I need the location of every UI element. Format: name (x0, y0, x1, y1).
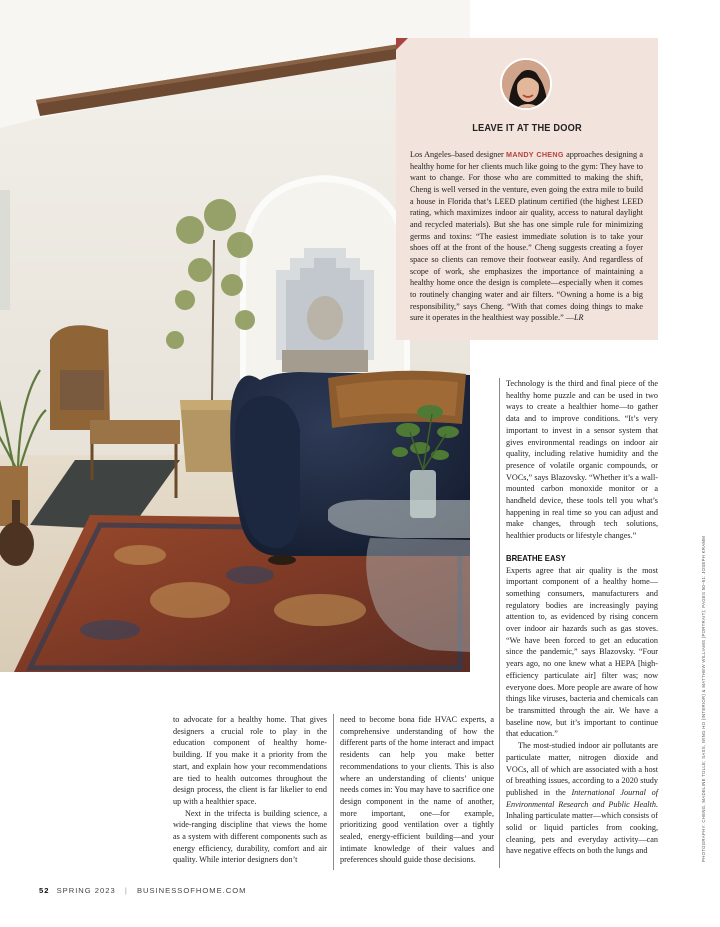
paragraph: The most-studied indoor air pollutants are particulate matter, nitrogen dioxide and VOCs, all of which are associated with a host of breathing issues, according to a 2020 study published in the International Journal of Environmental Research and Public Health. Inhaling particulate matter—which consists of solid or liquid particles from cooking, cleaning, pets and everyday activity—can have negative effects on both the lungs and (506, 741, 658, 856)
issue-label: SPRING 2023 (56, 886, 116, 895)
sidebar-box (396, 38, 658, 340)
column-divider (333, 714, 334, 870)
column-divider (499, 378, 500, 868)
article-column-2 (340, 714, 494, 866)
paragraph: Next in the trifecta is building science, a wide-ranging discipline that views the home as a system with different components such as energy efficiency, durability, comfort and air quality. While interior designers don’t (173, 808, 327, 865)
designer-name: MANDY CHENG (506, 150, 564, 159)
photo-credit: PHOTOGRAPHY: CHENG, MADELINE TOLLE; SASS, WING HO (INTERIOR) & MATTHEW WILLIAMS (PORTRAIT); PAGES 50–51: JOSEPH KRAMM (701, 535, 706, 862)
paragraph: Experts agree that air quality is the most important component of a healthy home—something consumers, manufacturers and regulatory bodies are increasingly paying attention to, as evidenced by rising concern over indoor air hazards such as gas stoves. “We have been forced to get an education since the pandemic,” says Blazovsky. “Four years ago, no one knew what a HEPA [high-efficiency particulate air] filter was; now everyone does. More people are aware of how things like viruses, bacteria and chemicals can be transmitted through the air. We have a baseline now, but it’s important to continue that education.” (506, 565, 658, 739)
paragraph: to advocate for a healthy home. That gives designers a crucial role to play in the education component of healthy home-building. If you make it a priority from the start, and explain how your recommendations are tied to health outcomes throughout the design process, the client is far likelier to end up with a healthier space. (173, 715, 327, 806)
paragraph: Technology is the third and final piece of the healthy home puzzle and can be used in two ways to create a healthier home—to gather data and to improve conditions. “It’s very important to invest in a sensor system that gives environmental readings on indoor air quality, including relative humidity and the presence of volatile organic compounds, or VOCs,” says Blazovsky. “Whether it’s a wall-mounted carbon monoxide monitor or a handheld device, these tools tell you what’s happening in real time so you can adjust and make changes, through tech solutions, healthier products or lifestyle changes.” (506, 379, 658, 541)
article-column-1 (173, 714, 327, 866)
journal-title: International Journal of Environmental Research and Public Health. (506, 787, 658, 809)
article-column-3 (506, 378, 658, 857)
paragraph: need to become bona fide HVAC experts, a comprehensive understanding of how the different parts of the home interact and impact residents can help you make better recommendations to your clients. This is also where an understanding of clients’ unique needs comes in: You may have to sacrifice one design component in the name of another, more important, one—for example, prioritizing good ventilation over a tightly sealed, energy-efficient building—and your intimate knowledge of their values and preferences should guide those decisions. (340, 715, 494, 865)
section-subhead: BREATHE EASY (506, 552, 566, 563)
footer-separator: | (124, 886, 128, 895)
corner-accent (396, 38, 408, 50)
page-number: 52 (39, 886, 50, 895)
page-footer (39, 886, 247, 895)
website-link[interactable]: BUSINESSOFHOME.COM (136, 886, 247, 895)
sidebar-title: LEAVE IT AT THE DOOR (472, 122, 582, 134)
byline: LR (573, 313, 584, 323)
designer-portrait (500, 58, 552, 110)
sidebar-body: Los Angeles–based designer MANDY CHENG approaches designing a healthy home for her clients much like going to the gym: They have to want to change. For those who are committed to making the shift, Cheng is well versed in the venture, even going the extra mile to build a house in Florida that’s LEED platinum certified (the highest LEED rating, which maximizes indoor air quality, access to natural daylight and recycled materials). But she has one simple rule for minimizing germs and toxins: “The easiest immediate solution is to take your shoes off at the front of the house.” Cheng suggests creating a foyer space so clients can remove their footwear easily. And regardless of scope of work, she emphasizes the importance of maintaining a healthy home once the design is complete—especially when it comes to routinely changing water and air filters. “Owning a home is a big responsibility,” says Cheng. “With that comes doing things to make sure it operates in the healthiest way possible.” —LR (410, 150, 643, 323)
